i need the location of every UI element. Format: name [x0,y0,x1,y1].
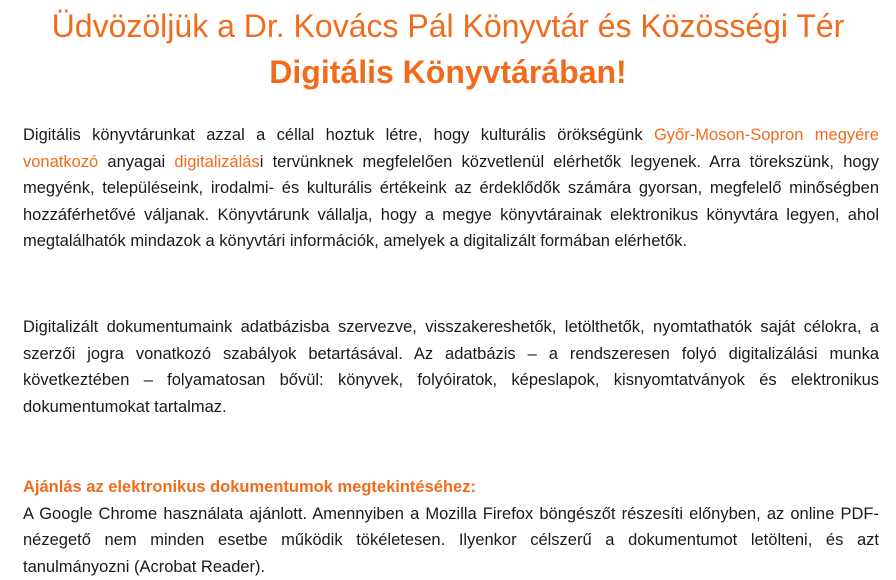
recommendation-text: A Google Chrome használata ajánlott. Amennyiben a Mozilla Firefox böngészőt részesíti előnyben, az online PDF-nézegető nem minden esetbe működik tökéletesen. Ilyenkor célszerű a dokumentumot letölteni, és azt tanulmányozni (Acrobat Reader). [23,504,879,576]
intro-text-start: Digitális könyvtárunkat azzal a céllal hoztuk létre, hogy kulturális örökségünk [23,126,654,144]
digitization-link[interactable]: digitalizálás [174,152,260,171]
page-title-line2: Digitális Könyvtárában! [269,54,627,90]
page-title-line1: Üdvözöljük a Dr. Kovács Pál Könyvtár és Közösségi Tér [51,8,845,44]
county-link[interactable]: Győr-Moson-Sopron megyére vonatkozó [23,126,879,171]
intro-paragraph [23,122,879,255]
recommendation-heading: Ajánlás az elektronikus dokumentumok megtekintéséhez: [23,478,476,496]
recommendation-section [23,474,879,580]
intro-text-middle: anyagai [98,152,175,171]
database-paragraph: Digitalizált dokumentumaink adatbázisba szervezve, visszakereshetők, letölthetők, nyomtathatók saját célokra, a szerzői jogra vonatkozó szabályok betartásával. Az adatbázis – a rendszeresen folyó digitalizálási munka következtében – folyamatosan bővül: könyvek, folyóiratok, képeslapok, kisnyomtatványok és elektronikus dokumentumokat tartalmaz. [23,318,879,416]
intro-text-end: i tervünknek megfelelően közvetlenül elérhetők legyenek. Arra törekszünk, hogy megyénk, településeink, irodalmi- és kulturális értékeink az érdeklődők számára gyorsan, megfelelő minőségben hozzáférhetővé váljanak. Könyvtárunk vállalja, hogy a megye könyvtárainak elektronikus könyvtára legyen, ahol megtalálhatók mindazok a könyvtári információk, amelyek a digitalizált formában elérhetők. [23,152,879,250]
